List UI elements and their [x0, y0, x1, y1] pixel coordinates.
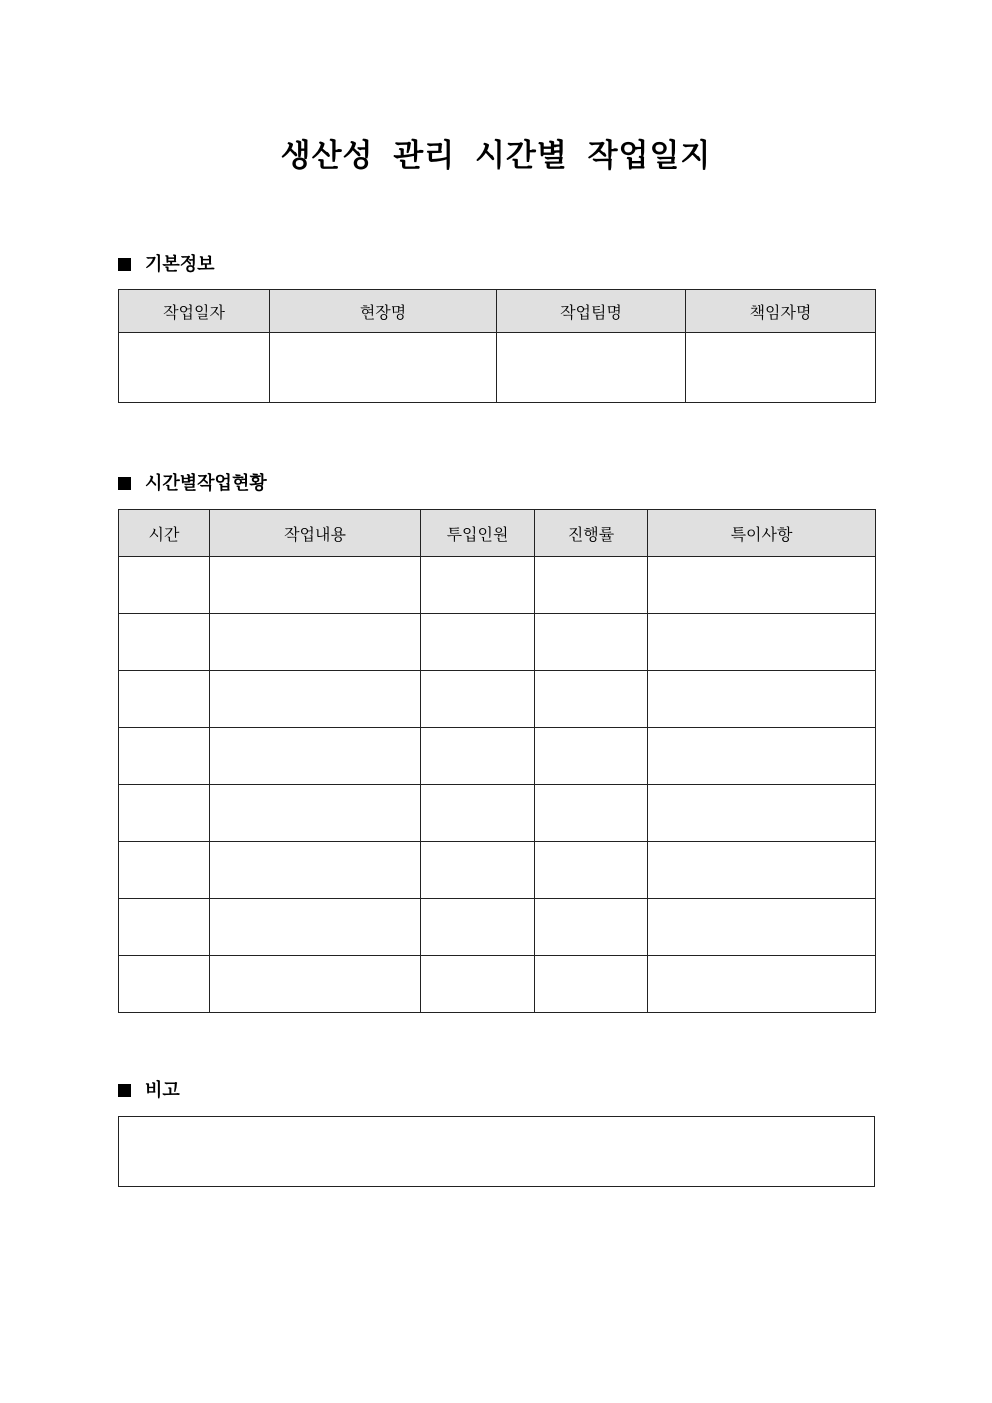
header-work-date: 작업일자 [119, 290, 270, 333]
basic-info-heading-label: 기본정보 [145, 254, 215, 275]
time-cell[interactable] [119, 671, 210, 728]
headcount-cell[interactable] [421, 728, 535, 785]
work-content-cell[interactable] [210, 899, 421, 956]
headcount-cell[interactable] [421, 557, 535, 614]
table-row [119, 671, 876, 728]
table-row [119, 785, 876, 842]
work-status-heading [118, 471, 267, 497]
progress-cell[interactable] [535, 956, 648, 1013]
page-title: 생산성 관리 시간별 작업일지 [280, 138, 712, 174]
work-content-cell[interactable] [210, 614, 421, 671]
header-work-content: 작업내용 [210, 510, 421, 557]
table-row [119, 728, 876, 785]
work-status-heading-label: 시간별작업현황 [145, 473, 267, 494]
notes-cell[interactable] [648, 557, 876, 614]
work-content-cell[interactable] [210, 956, 421, 1013]
time-cell[interactable] [119, 785, 210, 842]
headcount-cell[interactable] [421, 785, 535, 842]
headcount-cell[interactable] [421, 956, 535, 1013]
time-cell[interactable] [119, 956, 210, 1013]
notes-cell[interactable] [648, 785, 876, 842]
work-content-cell[interactable] [210, 728, 421, 785]
header-progress: 진행률 [535, 510, 648, 557]
work-content-cell[interactable] [210, 671, 421, 728]
progress-cell[interactable] [535, 899, 648, 956]
time-cell[interactable] [119, 728, 210, 785]
table-row [119, 842, 876, 899]
remarks-heading-label: 비고 [145, 1080, 180, 1101]
progress-cell[interactable] [535, 614, 648, 671]
notes-cell[interactable] [648, 842, 876, 899]
notes-cell[interactable] [648, 728, 876, 785]
progress-cell[interactable] [535, 728, 648, 785]
notes-cell[interactable] [648, 671, 876, 728]
notes-cell[interactable] [648, 899, 876, 956]
header-manager-name: 책임자명 [686, 290, 876, 333]
basic-info-header-row [119, 290, 876, 333]
basic-info-table [118, 289, 876, 403]
work-content-cell[interactable] [210, 557, 421, 614]
team-name-field[interactable] [497, 333, 686, 403]
work-date-field[interactable] [119, 333, 270, 403]
table-row [119, 956, 876, 1013]
work-status-table [118, 509, 876, 1013]
square-bullet-icon [118, 477, 131, 490]
work-status-header-row [119, 510, 876, 557]
headcount-cell[interactable] [421, 899, 535, 956]
header-team-name: 작업팀명 [497, 290, 686, 333]
table-row [119, 899, 876, 956]
header-headcount: 투입인원 [421, 510, 535, 557]
header-site-name: 현장명 [270, 290, 497, 333]
table-row [119, 557, 876, 614]
headcount-cell[interactable] [421, 842, 535, 899]
site-name-field[interactable] [270, 333, 497, 403]
header-time: 시간 [119, 510, 210, 557]
time-cell[interactable] [119, 614, 210, 671]
progress-cell[interactable] [535, 842, 648, 899]
progress-cell[interactable] [535, 671, 648, 728]
notes-cell[interactable] [648, 614, 876, 671]
square-bullet-icon [118, 258, 131, 271]
remarks-field[interactable] [118, 1116, 875, 1187]
work-content-cell[interactable] [210, 842, 421, 899]
time-cell[interactable] [119, 899, 210, 956]
headcount-cell[interactable] [421, 671, 535, 728]
headcount-cell[interactable] [421, 614, 535, 671]
remarks-heading [118, 1078, 180, 1104]
table-row [119, 614, 876, 671]
square-bullet-icon [118, 1084, 131, 1097]
basic-info-input-row [119, 333, 876, 403]
notes-cell[interactable] [648, 956, 876, 1013]
progress-cell[interactable] [535, 785, 648, 842]
progress-cell[interactable] [535, 557, 648, 614]
header-notes: 특이사항 [648, 510, 876, 557]
time-cell[interactable] [119, 842, 210, 899]
manager-name-field[interactable] [686, 333, 876, 403]
work-content-cell[interactable] [210, 785, 421, 842]
time-cell[interactable] [119, 557, 210, 614]
basic-info-heading [118, 252, 215, 278]
